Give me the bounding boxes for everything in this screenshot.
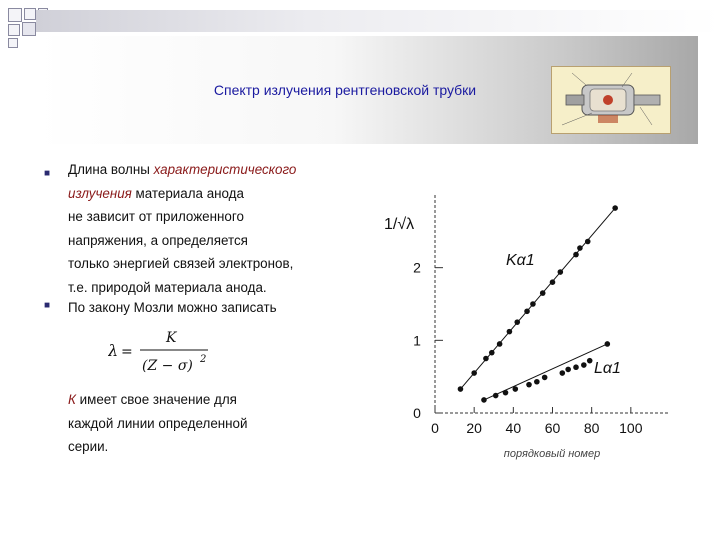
data-point xyxy=(534,379,540,385)
slide-title: Спектр излучения рентгеновской трубки xyxy=(213,82,477,98)
x-tick-label: 60 xyxy=(544,420,561,436)
chart-labels xyxy=(384,216,643,460)
formula-power: 2 xyxy=(200,354,207,365)
note-text xyxy=(68,388,247,459)
formula-eq: = xyxy=(121,344,133,360)
y-tick-label: 1 xyxy=(413,332,421,349)
data-point xyxy=(483,356,489,362)
data-point xyxy=(573,252,579,258)
header-strip xyxy=(36,10,720,32)
note-line-1: К имеет свое значение для xyxy=(68,392,237,407)
data-point xyxy=(540,290,546,296)
chart-axes xyxy=(435,195,670,413)
moseley-formula xyxy=(108,326,218,380)
formula-denominator: (Z − σ) xyxy=(142,358,193,374)
series-label-1: Kα1 xyxy=(506,252,535,269)
x-axis-label: порядковый номер xyxy=(503,448,601,460)
bullet-1-line-5: только энергией связей электронов, xyxy=(68,256,294,271)
data-point xyxy=(577,245,583,251)
data-point xyxy=(503,390,509,396)
data-point xyxy=(497,341,503,347)
x-tick-label: 0 xyxy=(431,420,439,436)
bullet-2-line-1: По закону Мозли можно записать xyxy=(68,300,277,315)
bullet-2-text xyxy=(68,296,277,320)
data-point xyxy=(542,375,548,381)
data-point xyxy=(481,397,487,403)
data-point xyxy=(514,319,520,325)
data-point xyxy=(558,269,564,275)
formula-lhs: λ xyxy=(108,341,119,360)
y-axis-label: 1/√λ xyxy=(384,216,415,233)
x-tick-label: 40 xyxy=(505,420,522,436)
bullet-1-text xyxy=(68,158,296,299)
bullet-1-line-2: излучения материала анода xyxy=(68,185,244,201)
bullet-1-line-3: не зависит от приложенного xyxy=(68,209,244,224)
data-point xyxy=(471,370,477,376)
x-tick-label: 20 xyxy=(466,420,482,436)
data-point xyxy=(605,341,611,347)
x-tick-label: 80 xyxy=(583,420,600,436)
moseley-chart xyxy=(380,185,680,470)
bullet-1-line-4: напряжения, а определяется xyxy=(68,232,248,248)
data-point xyxy=(587,358,593,364)
formula-numerator: K xyxy=(166,330,177,346)
series-line-2 xyxy=(484,344,607,400)
note-line-3: серии. xyxy=(68,439,109,454)
series-label-2: Lα1 xyxy=(594,360,621,377)
data-point xyxy=(524,308,530,314)
data-point xyxy=(530,301,536,307)
data-point xyxy=(585,239,591,245)
data-point xyxy=(565,367,571,373)
data-point xyxy=(612,205,618,211)
bullet-1-line-6: т.е. природой материала анода. xyxy=(68,279,267,295)
data-point xyxy=(581,362,587,368)
data-point xyxy=(458,386,464,392)
data-point xyxy=(507,329,513,335)
data-point xyxy=(489,350,495,356)
data-point xyxy=(526,382,532,388)
bullet-1-line-1: Длина волны характеристического xyxy=(68,162,297,177)
y-tick-label: 0 xyxy=(413,405,421,421)
bullet-icon: ■ xyxy=(44,300,51,311)
data-point xyxy=(559,370,565,376)
note-line-2: каждой линии определенной xyxy=(68,415,248,431)
data-point xyxy=(493,393,499,399)
x-tick-label: 100 xyxy=(619,420,643,436)
xray-tube-image xyxy=(551,66,671,134)
bullet-icon: ■ xyxy=(44,168,51,179)
data-point xyxy=(512,386,518,392)
data-point xyxy=(573,364,579,370)
data-point xyxy=(550,279,556,285)
y-tick-label: 2 xyxy=(413,259,421,276)
